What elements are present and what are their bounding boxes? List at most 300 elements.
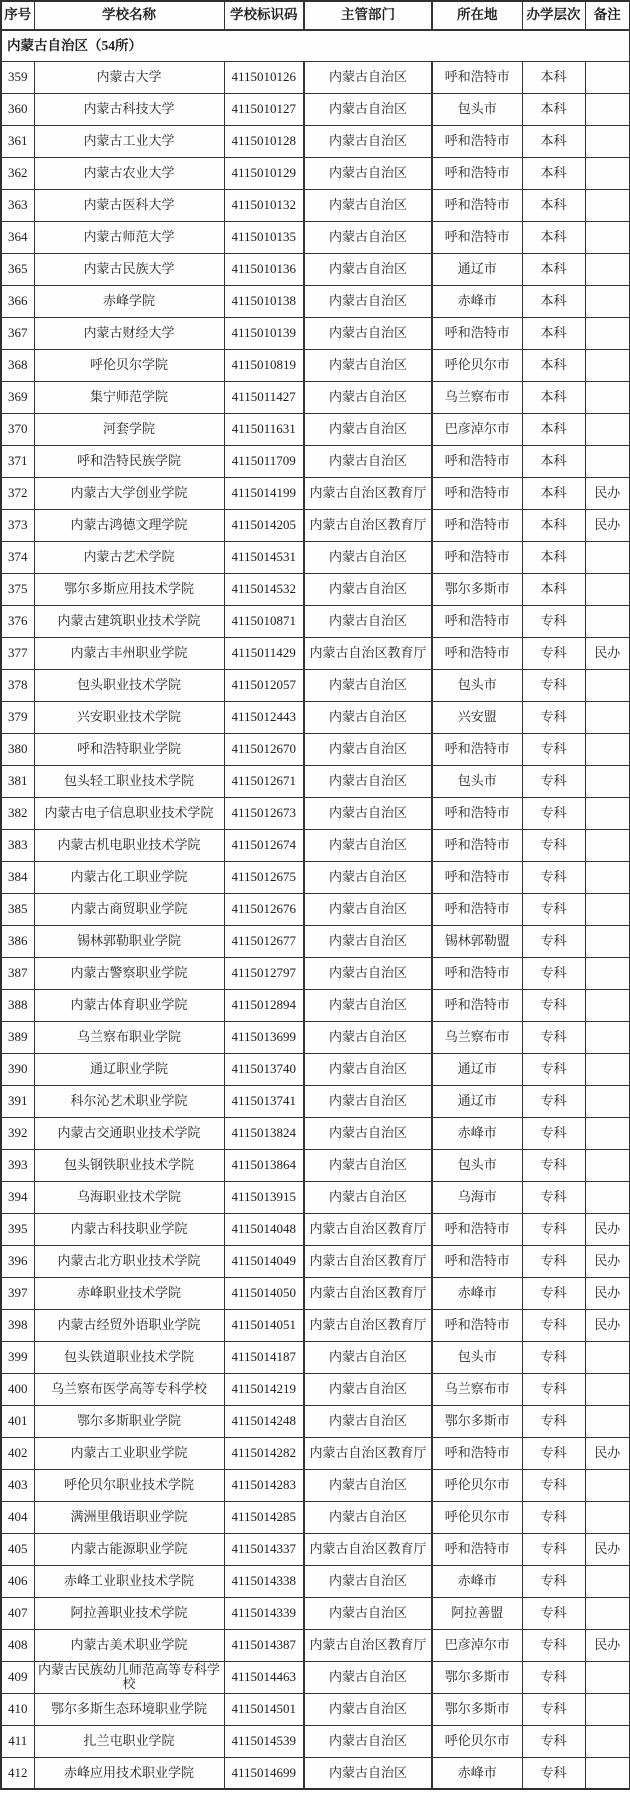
table-row xyxy=(1,445,630,477)
cell-note xyxy=(585,445,630,477)
header-cell-location: 所在地 xyxy=(432,1,522,30)
cell-supervisor: 内蒙古自治区 xyxy=(304,61,432,93)
cell-level: 专科 xyxy=(522,1597,585,1629)
table-row xyxy=(1,221,630,253)
cell-location: 乌海市 xyxy=(432,1181,522,1213)
cell-school-code: 4115010132 xyxy=(224,189,304,221)
cell-note xyxy=(585,1565,630,1597)
cell-school-code: 4115010129 xyxy=(224,157,304,189)
cell-location: 阿拉善盟 xyxy=(432,1597,522,1629)
cell-level: 专科 xyxy=(522,1661,585,1693)
cell-school-name: 河套学院 xyxy=(34,413,224,445)
table-header xyxy=(1,1,630,30)
cell-supervisor: 内蒙古自治区 xyxy=(304,1085,432,1117)
cell-level: 本科 xyxy=(522,253,585,285)
cell-index: 371 xyxy=(1,445,34,477)
cell-school-code: 4115011427 xyxy=(224,381,304,413)
cell-school-code: 4115011709 xyxy=(224,445,304,477)
cell-index: 381 xyxy=(1,765,34,797)
table-row xyxy=(1,1245,630,1277)
cell-school-name: 呼和浩特民族学院 xyxy=(34,445,224,477)
cell-note xyxy=(585,285,630,317)
cell-index: 400 xyxy=(1,1373,34,1405)
cell-note xyxy=(585,925,630,957)
cell-index: 380 xyxy=(1,733,34,765)
cell-location: 呼伦贝尔市 xyxy=(432,1501,522,1533)
cell-location: 呼和浩特市 xyxy=(432,989,522,1021)
table-row xyxy=(1,317,630,349)
cell-index: 403 xyxy=(1,1469,34,1501)
table-row xyxy=(1,1469,630,1501)
table-row xyxy=(1,861,630,893)
cell-school-name: 内蒙古北方职业技术学院 xyxy=(34,1245,224,1277)
table-row xyxy=(1,1597,630,1629)
table-row xyxy=(1,1757,630,1789)
cell-supervisor: 内蒙古自治区 xyxy=(304,221,432,253)
cell-location: 呼和浩特市 xyxy=(432,893,522,925)
cell-index: 392 xyxy=(1,1117,34,1149)
cell-school-name: 乌海职业技术学院 xyxy=(34,1181,224,1213)
cell-index: 410 xyxy=(1,1693,34,1725)
cell-school-name: 满洲里俄语职业学院 xyxy=(34,1501,224,1533)
cell-school-name: 乌兰察布医学高等专科学校 xyxy=(34,1373,224,1405)
cell-supervisor: 内蒙古自治区 xyxy=(304,1053,432,1085)
table-row xyxy=(1,701,630,733)
cell-level: 专科 xyxy=(522,1565,585,1597)
cell-location: 赤峰市 xyxy=(432,1117,522,1149)
cell-location: 呼和浩特市 xyxy=(432,477,522,509)
cell-school-code: 4115014463 xyxy=(224,1661,304,1693)
cell-school-code: 4115014199 xyxy=(224,477,304,509)
cell-school-code: 4115012674 xyxy=(224,829,304,861)
cell-note xyxy=(585,797,630,829)
cell-school-code: 4115012057 xyxy=(224,669,304,701)
cell-level: 专科 xyxy=(522,1053,585,1085)
cell-index: 401 xyxy=(1,1405,34,1437)
cell-school-name: 扎兰屯职业学院 xyxy=(34,1725,224,1757)
cell-note xyxy=(585,221,630,253)
cell-supervisor: 内蒙古自治区 xyxy=(304,989,432,1021)
cell-supervisor: 内蒙古自治区教育厅 xyxy=(304,637,432,669)
cell-note: 民办 xyxy=(585,1437,630,1469)
table-row xyxy=(1,349,630,381)
cell-supervisor: 内蒙古自治区教育厅 xyxy=(304,1213,432,1245)
cell-location: 赤峰市 xyxy=(432,1757,522,1789)
cell-school-code: 4115013915 xyxy=(224,1181,304,1213)
cell-level: 专科 xyxy=(522,829,585,861)
cell-note xyxy=(585,1341,630,1373)
cell-location: 呼和浩特市 xyxy=(432,1213,522,1245)
cell-school-code: 4115012797 xyxy=(224,957,304,989)
table-row xyxy=(1,1309,630,1341)
cell-level: 专科 xyxy=(522,1085,585,1117)
cell-index: 409 xyxy=(1,1661,34,1693)
cell-location: 呼和浩特市 xyxy=(432,1309,522,1341)
cell-supervisor: 内蒙古自治区 xyxy=(304,1565,432,1597)
cell-supervisor: 内蒙古自治区 xyxy=(304,157,432,189)
table-row xyxy=(1,1661,630,1693)
cell-location: 通辽市 xyxy=(432,1053,522,1085)
cell-supervisor: 内蒙古自治区 xyxy=(304,349,432,381)
cell-location: 呼和浩特市 xyxy=(432,637,522,669)
cell-index: 372 xyxy=(1,477,34,509)
cell-note xyxy=(585,733,630,765)
cell-school-code: 4115013824 xyxy=(224,1117,304,1149)
table-row xyxy=(1,573,630,605)
cell-level: 专科 xyxy=(522,733,585,765)
cell-school-code: 4115012443 xyxy=(224,701,304,733)
cell-note xyxy=(585,893,630,925)
cell-index: 369 xyxy=(1,381,34,413)
cell-level: 专科 xyxy=(522,1501,585,1533)
cell-school-name: 内蒙古能源职业学院 xyxy=(34,1533,224,1565)
cell-level: 本科 xyxy=(522,317,585,349)
cell-supervisor: 内蒙古自治区 xyxy=(304,381,432,413)
cell-index: 394 xyxy=(1,1181,34,1213)
cell-index: 406 xyxy=(1,1565,34,1597)
cell-index: 378 xyxy=(1,669,34,701)
cell-index: 376 xyxy=(1,605,34,637)
table-row xyxy=(1,1437,630,1469)
table-row xyxy=(1,285,630,317)
cell-location: 巴彦淖尔市 xyxy=(432,413,522,445)
cell-school-code: 4115010136 xyxy=(224,253,304,285)
cell-index: 411 xyxy=(1,1725,34,1757)
cell-school-name: 赤峰应用技术职业学院 xyxy=(34,1757,224,1789)
cell-note xyxy=(585,605,630,637)
cell-supervisor: 内蒙古自治区 xyxy=(304,733,432,765)
table-row xyxy=(1,157,630,189)
cell-supervisor: 内蒙古自治区教育厅 xyxy=(304,509,432,541)
cell-school-name: 呼和浩特职业学院 xyxy=(34,733,224,765)
cell-school-name: 鄂尔多斯生态环境职业学院 xyxy=(34,1693,224,1725)
cell-school-name: 内蒙古交通职业技术学院 xyxy=(34,1117,224,1149)
cell-note: 民办 xyxy=(585,509,630,541)
cell-school-name: 内蒙古工业大学 xyxy=(34,125,224,157)
cell-supervisor: 内蒙古自治区 xyxy=(304,701,432,733)
cell-note xyxy=(585,1725,630,1757)
cell-index: 373 xyxy=(1,509,34,541)
cell-supervisor: 内蒙古自治区 xyxy=(304,893,432,925)
cell-supervisor: 内蒙古自治区 xyxy=(304,1021,432,1053)
cell-level: 本科 xyxy=(522,477,585,509)
cell-school-code: 4115013740 xyxy=(224,1053,304,1085)
cell-supervisor: 内蒙古自治区教育厅 xyxy=(304,1533,432,1565)
cell-index: 393 xyxy=(1,1149,34,1181)
cell-note xyxy=(585,1373,630,1405)
table-row xyxy=(1,925,630,957)
cell-index: 363 xyxy=(1,189,34,221)
cell-note xyxy=(585,349,630,381)
table-row xyxy=(1,1725,630,1757)
cell-supervisor: 内蒙古自治区 xyxy=(304,1373,432,1405)
cell-school-code: 4115012673 xyxy=(224,797,304,829)
cell-index: 375 xyxy=(1,573,34,605)
cell-location: 包头市 xyxy=(432,669,522,701)
header-cell-supervisor: 主管部门 xyxy=(304,1,432,30)
header-cell-school-code: 学校标识码 xyxy=(224,1,304,30)
cell-level: 专科 xyxy=(522,861,585,893)
cell-school-name: 内蒙古化工职业学院 xyxy=(34,861,224,893)
table-row xyxy=(1,477,630,509)
section-header-row xyxy=(1,30,630,61)
cell-school-code: 4115014501 xyxy=(224,1693,304,1725)
cell-supervisor: 内蒙古自治区 xyxy=(304,797,432,829)
cell-location: 兴安盟 xyxy=(432,701,522,733)
cell-location: 呼和浩特市 xyxy=(432,509,522,541)
cell-school-code: 4115014387 xyxy=(224,1629,304,1661)
cell-supervisor: 内蒙古自治区 xyxy=(304,1181,432,1213)
table-row xyxy=(1,1629,630,1661)
cell-note xyxy=(585,61,630,93)
cell-school-name: 内蒙古民族大学 xyxy=(34,253,224,285)
cell-location: 呼和浩特市 xyxy=(432,1533,522,1565)
cell-note: 民办 xyxy=(585,1245,630,1277)
cell-supervisor: 内蒙古自治区 xyxy=(304,1693,432,1725)
cell-index: 404 xyxy=(1,1501,34,1533)
cell-note xyxy=(585,989,630,1021)
cell-location: 通辽市 xyxy=(432,1085,522,1117)
cell-school-name: 内蒙古民族幼儿师范高等专科学校 xyxy=(34,1661,224,1693)
cell-location: 乌兰察布市 xyxy=(432,1021,522,1053)
cell-index: 391 xyxy=(1,1085,34,1117)
cell-level: 专科 xyxy=(522,1277,585,1309)
cell-school-name: 内蒙古商贸职业学院 xyxy=(34,893,224,925)
cell-school-name: 内蒙古警察职业学院 xyxy=(34,957,224,989)
cell-level: 本科 xyxy=(522,285,585,317)
cell-note xyxy=(585,1181,630,1213)
cell-school-name: 内蒙古体育职业学院 xyxy=(34,989,224,1021)
cell-supervisor: 内蒙古自治区 xyxy=(304,125,432,157)
cell-school-code: 4115012670 xyxy=(224,733,304,765)
cell-school-name: 阿拉善职业技术学院 xyxy=(34,1597,224,1629)
cell-school-name: 兴安职业技术学院 xyxy=(34,701,224,733)
cell-index: 360 xyxy=(1,93,34,125)
cell-supervisor: 内蒙古自治区 xyxy=(304,573,432,605)
cell-location: 呼和浩特市 xyxy=(432,797,522,829)
cell-note: 民办 xyxy=(585,1277,630,1309)
cell-school-name: 内蒙古医科大学 xyxy=(34,189,224,221)
table-row xyxy=(1,1533,630,1565)
table-row xyxy=(1,1085,630,1117)
cell-school-name: 内蒙古科技大学 xyxy=(34,93,224,125)
cell-location: 包头市 xyxy=(432,765,522,797)
cell-index: 388 xyxy=(1,989,34,1021)
cell-note xyxy=(585,1085,630,1117)
cell-index: 383 xyxy=(1,829,34,861)
cell-supervisor: 内蒙古自治区 xyxy=(304,1725,432,1757)
cell-school-name: 赤峰职业技术学院 xyxy=(34,1277,224,1309)
cell-level: 专科 xyxy=(522,1693,585,1725)
cell-school-code: 4115014339 xyxy=(224,1597,304,1629)
table-row xyxy=(1,1181,630,1213)
cell-supervisor: 内蒙古自治区 xyxy=(304,445,432,477)
cell-note: 民办 xyxy=(585,1309,630,1341)
cell-index: 362 xyxy=(1,157,34,189)
cell-supervisor: 内蒙古自治区 xyxy=(304,829,432,861)
cell-level: 本科 xyxy=(522,93,585,125)
cell-note xyxy=(585,1053,630,1085)
cell-level: 专科 xyxy=(522,1533,585,1565)
cell-note xyxy=(585,413,630,445)
table-row xyxy=(1,1117,630,1149)
cell-supervisor: 内蒙古自治区 xyxy=(304,189,432,221)
cell-supervisor: 内蒙古自治区教育厅 xyxy=(304,1277,432,1309)
cell-school-name: 包头轻工职业技术学院 xyxy=(34,765,224,797)
cell-location: 锡林郭勒盟 xyxy=(432,925,522,957)
cell-location: 呼和浩特市 xyxy=(432,157,522,189)
cell-school-name: 内蒙古鸿德文理学院 xyxy=(34,509,224,541)
cell-level: 专科 xyxy=(522,925,585,957)
table-row xyxy=(1,1405,630,1437)
cell-school-name: 内蒙古工业职业学院 xyxy=(34,1437,224,1469)
cell-supervisor: 内蒙古自治区 xyxy=(304,541,432,573)
cell-level: 专科 xyxy=(522,1213,585,1245)
cell-school-name: 内蒙古机电职业技术学院 xyxy=(34,829,224,861)
cell-location: 包头市 xyxy=(432,93,522,125)
table-row xyxy=(1,733,630,765)
cell-school-code: 4115012675 xyxy=(224,861,304,893)
cell-school-name: 内蒙古财经大学 xyxy=(34,317,224,349)
cell-index: 370 xyxy=(1,413,34,445)
header-cell-level: 办学层次 xyxy=(522,1,585,30)
cell-level: 本科 xyxy=(522,381,585,413)
cell-location: 乌兰察布市 xyxy=(432,1373,522,1405)
cell-note xyxy=(585,157,630,189)
cell-level: 专科 xyxy=(522,1021,585,1053)
cell-location: 呼和浩特市 xyxy=(432,221,522,253)
cell-location: 呼和浩特市 xyxy=(432,957,522,989)
cell-school-code: 4115012676 xyxy=(224,893,304,925)
table-row xyxy=(1,1021,630,1053)
cell-location: 呼和浩特市 xyxy=(432,317,522,349)
table-row xyxy=(1,253,630,285)
cell-supervisor: 内蒙古自治区教育厅 xyxy=(304,1245,432,1277)
cell-index: 386 xyxy=(1,925,34,957)
cell-index: 387 xyxy=(1,957,34,989)
cell-index: 366 xyxy=(1,285,34,317)
header-cell-school-name: 学校名称 xyxy=(34,1,224,30)
cell-supervisor: 内蒙古自治区教育厅 xyxy=(304,1309,432,1341)
cell-level: 专科 xyxy=(522,1725,585,1757)
cell-school-name: 乌兰察布职业学院 xyxy=(34,1021,224,1053)
cell-location: 鄂尔多斯市 xyxy=(432,573,522,605)
cell-school-name: 内蒙古大学创业学院 xyxy=(34,477,224,509)
cell-level: 专科 xyxy=(522,797,585,829)
cell-level: 专科 xyxy=(522,1373,585,1405)
cell-location: 呼和浩特市 xyxy=(432,861,522,893)
cell-note xyxy=(585,93,630,125)
cell-supervisor: 内蒙古自治区 xyxy=(304,605,432,637)
table-row xyxy=(1,125,630,157)
cell-school-name: 内蒙古经贸外语职业学院 xyxy=(34,1309,224,1341)
cell-note xyxy=(585,1597,630,1629)
cell-school-code: 4115010871 xyxy=(224,605,304,637)
cell-school-name: 内蒙古丰州职业学院 xyxy=(34,637,224,669)
cell-school-name: 内蒙古建筑职业技术学院 xyxy=(34,605,224,637)
table-row xyxy=(1,509,630,541)
cell-school-name: 赤峰学院 xyxy=(34,285,224,317)
table-row xyxy=(1,1277,630,1309)
cell-index: 384 xyxy=(1,861,34,893)
cell-index: 399 xyxy=(1,1341,34,1373)
cell-school-name: 集宁师范学院 xyxy=(34,381,224,413)
cell-level: 专科 xyxy=(522,1757,585,1789)
cell-note xyxy=(585,189,630,221)
cell-location: 呼和浩特市 xyxy=(432,541,522,573)
cell-supervisor: 内蒙古自治区 xyxy=(304,957,432,989)
cell-note xyxy=(585,861,630,893)
cell-school-name: 鄂尔多斯职业学院 xyxy=(34,1405,224,1437)
cell-level: 本科 xyxy=(522,509,585,541)
cell-school-name: 呼伦贝尔职业技术学院 xyxy=(34,1469,224,1501)
table-row xyxy=(1,1565,630,1597)
cell-supervisor: 内蒙古自治区 xyxy=(304,253,432,285)
cell-location: 巴彦淖尔市 xyxy=(432,1629,522,1661)
cell-note xyxy=(585,829,630,861)
table-row xyxy=(1,1373,630,1405)
cell-school-code: 4115011429 xyxy=(224,637,304,669)
cell-school-code: 4115014219 xyxy=(224,1373,304,1405)
cell-supervisor: 内蒙古自治区 xyxy=(304,669,432,701)
cell-note xyxy=(585,125,630,157)
table-row xyxy=(1,605,630,637)
cell-note xyxy=(585,573,630,605)
cell-supervisor: 内蒙古自治区 xyxy=(304,1597,432,1629)
cell-location: 呼伦贝尔市 xyxy=(432,349,522,381)
table-row xyxy=(1,1341,630,1373)
cell-index: 359 xyxy=(1,61,34,93)
cell-school-code: 4115013741 xyxy=(224,1085,304,1117)
header-row xyxy=(1,1,630,30)
cell-location: 鄂尔多斯市 xyxy=(432,1405,522,1437)
cell-location: 鄂尔多斯市 xyxy=(432,1693,522,1725)
cell-supervisor: 内蒙古自治区 xyxy=(304,1501,432,1533)
cell-school-code: 4115014248 xyxy=(224,1405,304,1437)
cell-school-code: 4115010128 xyxy=(224,125,304,157)
cell-supervisor: 内蒙古自治区 xyxy=(304,1405,432,1437)
table-row xyxy=(1,93,630,125)
table-row xyxy=(1,1693,630,1725)
cell-level: 本科 xyxy=(522,221,585,253)
cell-school-code: 4115014337 xyxy=(224,1533,304,1565)
cell-location: 赤峰市 xyxy=(432,1277,522,1309)
cell-location: 呼和浩特市 xyxy=(432,61,522,93)
cell-note xyxy=(585,253,630,285)
cell-supervisor: 内蒙古自治区 xyxy=(304,925,432,957)
cell-school-name: 包头钢铁职业技术学院 xyxy=(34,1149,224,1181)
cell-level: 专科 xyxy=(522,637,585,669)
table-row xyxy=(1,1149,630,1181)
table-row xyxy=(1,413,630,445)
cell-index: 398 xyxy=(1,1309,34,1341)
cell-school-code: 4115010127 xyxy=(224,93,304,125)
table-body xyxy=(1,30,630,1789)
cell-note xyxy=(585,957,630,989)
cell-school-name: 包头职业技术学院 xyxy=(34,669,224,701)
cell-location: 呼和浩特市 xyxy=(432,189,522,221)
cell-level: 专科 xyxy=(522,1629,585,1661)
table-row xyxy=(1,797,630,829)
cell-school-code: 4115014048 xyxy=(224,1213,304,1245)
cell-level: 专科 xyxy=(522,1309,585,1341)
cell-school-code: 4115010139 xyxy=(224,317,304,349)
cell-note: 民办 xyxy=(585,637,630,669)
cell-school-name: 赤峰工业职业技术学院 xyxy=(34,1565,224,1597)
table-row xyxy=(1,765,630,797)
cell-index: 379 xyxy=(1,701,34,733)
cell-index: 389 xyxy=(1,1021,34,1053)
